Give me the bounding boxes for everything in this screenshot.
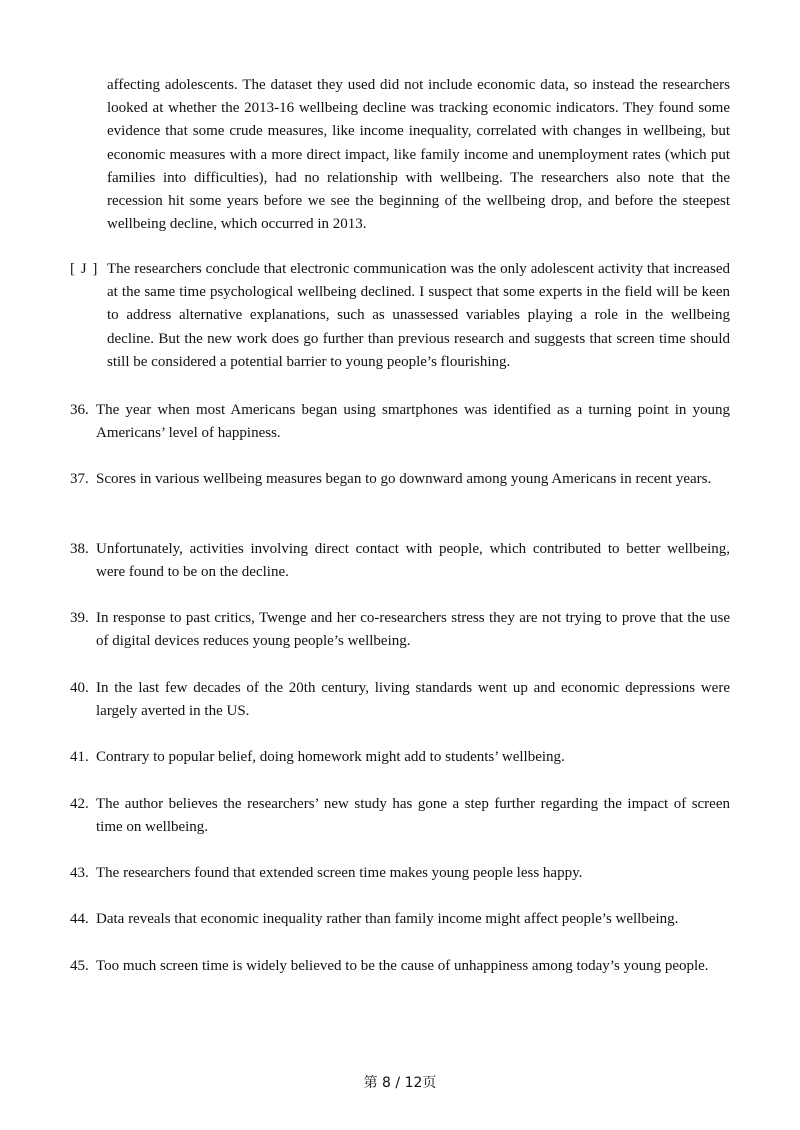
question-text: Scores in various wellbeing measures began to go downward among young Americans in recent years. (96, 471, 712, 487)
question-36 (70, 399, 730, 445)
question-37 (70, 468, 730, 491)
question-number: 40. (70, 680, 89, 696)
question-number: 45. (70, 958, 89, 974)
question-39 (70, 607, 730, 653)
question-number: 37. (70, 471, 89, 487)
question-number: 43. (70, 865, 89, 881)
question-text: In the last few decades of the 20th century, living standards went up and economic depressions were largely averted in the US. (96, 680, 730, 720)
question-42 (70, 793, 730, 839)
question-number: 44. (70, 911, 89, 927)
question-44 (70, 908, 730, 931)
question-text: Data reveals that economic inequality rather than family income might affect people’s wellbeing. (96, 911, 679, 927)
question-text: Too much screen time is widely believed to be the cause of unhappiness among today’s young people. (96, 958, 709, 974)
question-text: The author believes the researchers’ new study has gone a step further regarding the impact of screen time on wellbeing. (96, 796, 730, 836)
question-38 (70, 538, 730, 584)
question-40 (70, 677, 730, 723)
question-text: Contrary to popular belief, doing homework might add to students’ wellbeing. (96, 749, 565, 765)
paragraph-j-label: [ J ] (70, 261, 99, 277)
question-45 (70, 955, 730, 978)
paragraph-j-text: The researchers conclude that electronic communication was the only adolescent activity that increased at the same time psychological wellbeing declined. I suspect that some experts in the field will be keen to address alternative explanations, such as unassessed variables playing a role in the wellbeing decline. But the new work does go further than previous research and suggests that screen time should still be considered a potential barrier to young people’s flourishing. (107, 261, 730, 370)
question-43 (70, 862, 730, 885)
page-number-footer: 第 8 / 12页 (363, 1075, 437, 1091)
question-text: In response to past critics, Twenge and her co-researchers stress they are not trying to prove that the use of digital devices reduces young people’s wellbeing. (96, 610, 730, 650)
passage-continuation: affecting adolescents. The dataset they used did not include economic data, so instead the researchers looked at whether the 2013-16 wellbeing decline was tracking economic indicators. They found some evidence that some crude measures, like income inequality, correlated with changes in wellbeing, but economic measures with a more direct impact, like family income and unemployment rates (which put families into difficulties), had no relationship with wellbeing. The researchers also note that the recession hit some years before we see the beginning of the wellbeing drop, and before the steepest wellbeing decline, which occurred in 2013. (107, 77, 730, 233)
question-number: 39. (70, 610, 89, 626)
question-number: 41. (70, 749, 89, 765)
question-number: 38. (70, 541, 89, 557)
question-text: Unfortunately, activities involving direct contact with people, which contributed to better wellbeing, were found to be on the decline. (96, 541, 730, 581)
paragraph-j (70, 258, 730, 374)
question-text: The year when most Americans began using smartphones was identified as a turning point in young Americans’ level of happiness. (96, 402, 730, 442)
question-number: 36. (70, 402, 89, 418)
question-number: 42. (70, 796, 89, 812)
question-text: The researchers found that extended screen time makes young people less happy. (96, 865, 583, 881)
question-41 (70, 746, 730, 769)
